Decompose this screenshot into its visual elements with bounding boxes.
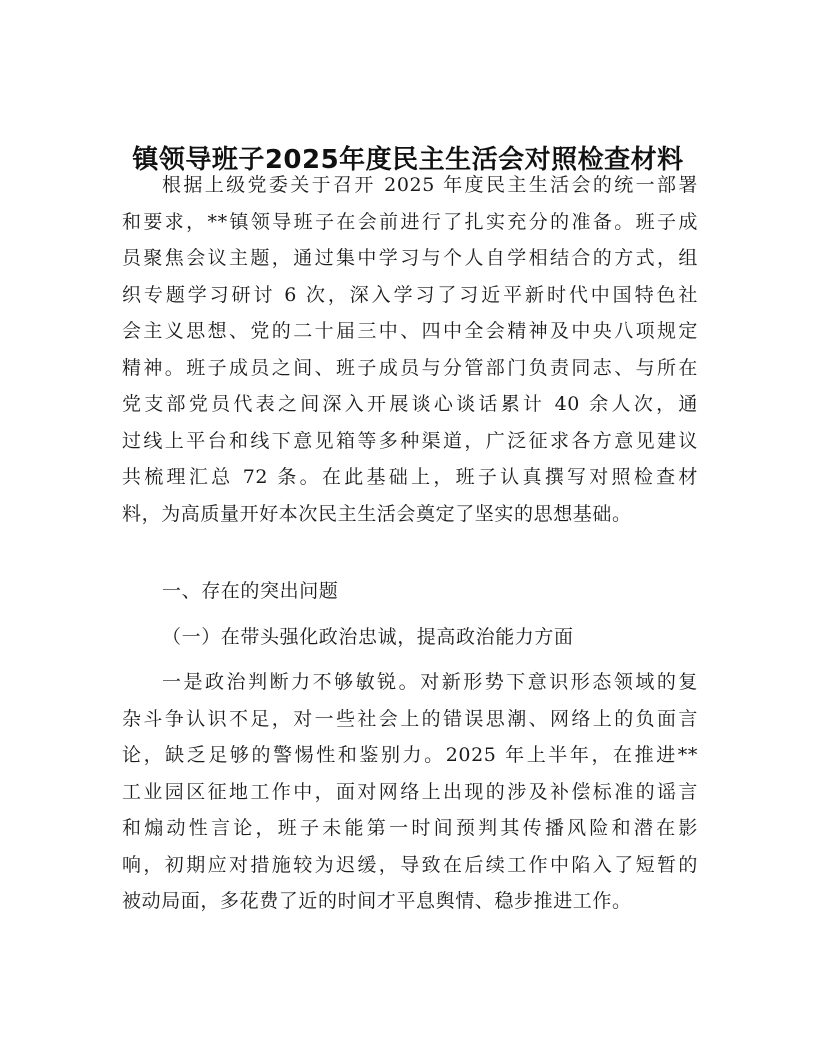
intro-paragraph — [122, 167, 698, 532]
paragraph-line: 员聚焦会议主题，通过集中学习与个人自学相结合的方式，组 — [122, 247, 698, 269]
point1-paragraph — [122, 664, 698, 920]
paragraph-line: 和煽动性言论，班子未能第一时间预判其传播风险和潜在影 — [122, 817, 698, 839]
paragraph-line: 工业园区征地工作中，面对网络上出现的涉及补偿标准的谣言 — [122, 780, 698, 803]
paragraph-line: 料，为高质量开好本次民主生活会奠定了坚实的思想基础。 — [122, 502, 632, 525]
subsection-heading: （一）在带头强化政治忠诚，提高政治能力方面 — [162, 626, 574, 648]
paragraph-line: 根据上级党委关于召开 2025 年度民主生活会的统一部署 — [162, 174, 698, 196]
document-title: 镇领导班子2025年度民主生活会对照检查材料 — [132, 145, 684, 175]
paragraph-line: 被动局面，多花费了近的时间才平息舆情、稳步推进工作。 — [122, 890, 632, 912]
paragraph-line: 共梳理汇总 72 条。在此基础上，班子认真撰写对照检查材 — [122, 466, 698, 488]
paragraph-line: 党支部党员代表之间深入开展谈心谈话累计 40 余人次，通 — [122, 393, 698, 415]
paragraph-line: 一是政治判断力不够敏锐。对新形势下意识形态领域的复 — [162, 671, 698, 693]
section-heading: 一、存在的突出问题 — [162, 580, 339, 602]
paragraph-line: 会主义思想、党的二十届三中、四中全会精神及中央八项规定 — [122, 320, 698, 342]
paragraph-line: 杂斗争认识不足，对一些社会上的错误思潮、网络上的负面言 — [122, 707, 698, 730]
paragraph-line: 论，缺乏足够的警惕性和鉴别力。2025 年上半年，在推进** — [122, 744, 698, 766]
paragraph-line: 和要求，**镇领导班子在会前进行了扎实充分的准备。班子成 — [122, 210, 698, 233]
paragraph-line: 响，初期应对措施较为迟缓，导致在后续工作中陷入了短暂的 — [122, 853, 698, 876]
paragraph-line: 精神。班子成员之间、班子成员与分管部门负责同志、与所在 — [122, 356, 698, 379]
paragraph-line: 织专题学习研讨 6 次，深入学习了习近平新时代中国特色社 — [122, 283, 698, 306]
paragraph-line: 过线上平台和线下意见箱等多种渠道，广泛征求各方意见建议 — [122, 429, 698, 452]
